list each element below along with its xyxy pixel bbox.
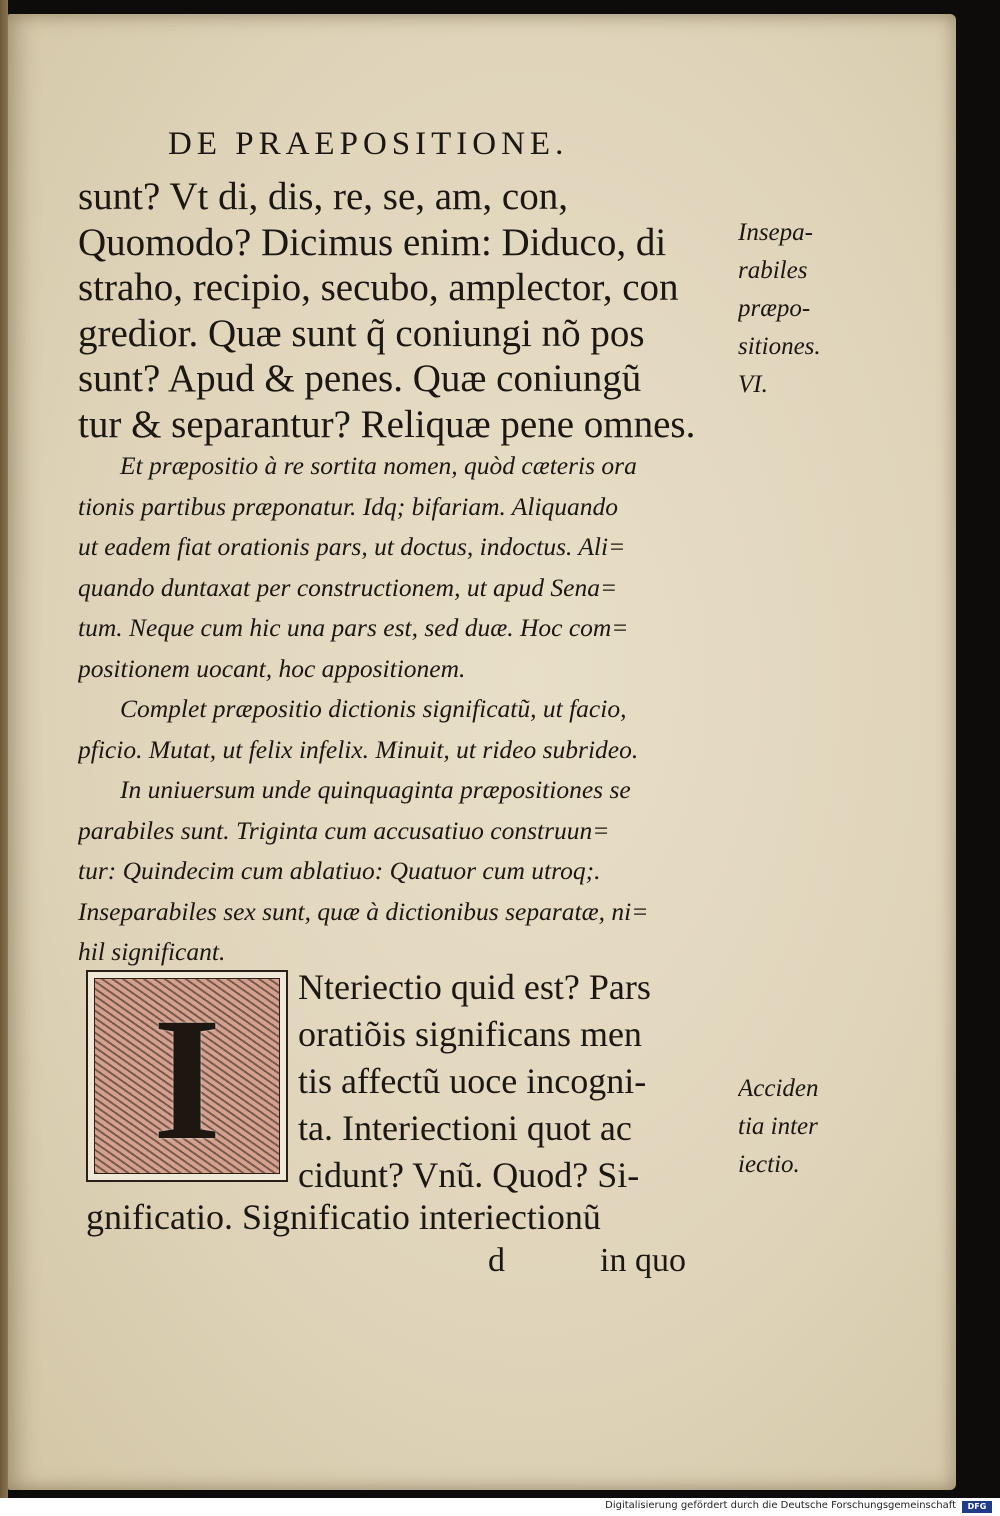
text-line: Quomodo? Dicimus enim: Diduco, di [78, 220, 667, 264]
decorated-initial-woodcut [86, 970, 288, 1182]
text-line: tionis partibus præponatur. Idq; bifariam. Aliquando [78, 491, 619, 521]
text-line: gnificatio. Significatio interiectionũ [86, 1197, 601, 1237]
text-line: tis affectũ uoce incogni- [298, 1061, 647, 1101]
text-line: Inseparabiles sex sunt, quæ à dictionibus separatæ, ni= [78, 896, 649, 926]
text-line: ut eadem fiat orationis pars, ut doctus, indoctus. Ali= [78, 532, 626, 561]
paragraph-first-line: Et præpositio à re sortita nomen, quòd cæteris ora [120, 451, 637, 480]
text-line: positionem uocant, hoc appositionem. [78, 653, 466, 683]
text-line: Nteriectio quid est? Pars [298, 967, 651, 1007]
roman-text-block [78, 174, 738, 447]
text-line: tur: Quindecim cum ablatiuo: Quatuor cum utroq;. [78, 856, 601, 885]
text-line: straho, recipio, secubo, amplector, con [78, 266, 679, 309]
text-line: tur & separantur? Reliquæ pene omnes. [78, 402, 696, 446]
margin-note-inseparable [738, 214, 821, 404]
signature-mark: d [488, 1242, 505, 1279]
text-line: sunt? Apud & penes. Quæ coniungũ [78, 357, 642, 400]
margin-line: Acciden [738, 1075, 819, 1102]
funding-credit: Digitalisierung gefördert durch die Deutsche Forschungsgemeinschaft [605, 1500, 956, 1511]
text-line: parabiles sunt. Triginta cum accusatiuo construun= [78, 815, 610, 845]
text-line: quando duntaxat per constructionem, ut apud Sena= [78, 572, 618, 602]
text-line: ta. Interiectioni quot ac [298, 1108, 632, 1148]
text-line: pficio. Mutat, ut felix infelix. Minuit, ut rideo subrideo. [78, 734, 639, 764]
text-line: gredior. Quæ sunt q̃ coniungi nõ pos [78, 311, 645, 355]
margin-line: sitiones. [738, 333, 821, 360]
dfg-logo: DFG [962, 1501, 992, 1513]
full-width-line [86, 1194, 726, 1241]
italic-text-block [78, 446, 728, 973]
book-binding-edge [0, 0, 8, 1500]
initial-letter: I [152, 982, 222, 1174]
paragraph-first-line: Complet præpositio dictionis significatũ, ut facio, [120, 694, 627, 723]
margin-line: tia inter [738, 1113, 818, 1140]
woodcut-illustration [94, 978, 280, 1174]
margin-note-accidentia [738, 1070, 819, 1184]
margin-line: iectio. [738, 1151, 800, 1178]
initial-text-lines [298, 964, 728, 1199]
margin-line: VI. [738, 371, 768, 398]
catchword: in quo [600, 1242, 686, 1279]
margin-line: Insepa- [738, 219, 813, 246]
margin-line: rabiles [738, 257, 808, 284]
text-line: tum. Neque cum hic una pars est, sed duæ. Hoc com= [78, 613, 629, 642]
text-line: hil significant. [78, 937, 226, 966]
running-head: DE PRAEPOSITIONE. [168, 126, 569, 162]
book-page [8, 14, 956, 1490]
paragraph-first-line: In uniuersum unde quinquaginta præpositiones se [120, 775, 631, 804]
margin-line: præpo- [738, 295, 811, 322]
text-line: oratiõis significans men [298, 1014, 642, 1054]
text-line: sunt? Vt di, dis, re, se, am, con, [78, 175, 568, 218]
text-line: cidunt? Vnũ. Quod? Si- [298, 1155, 640, 1195]
